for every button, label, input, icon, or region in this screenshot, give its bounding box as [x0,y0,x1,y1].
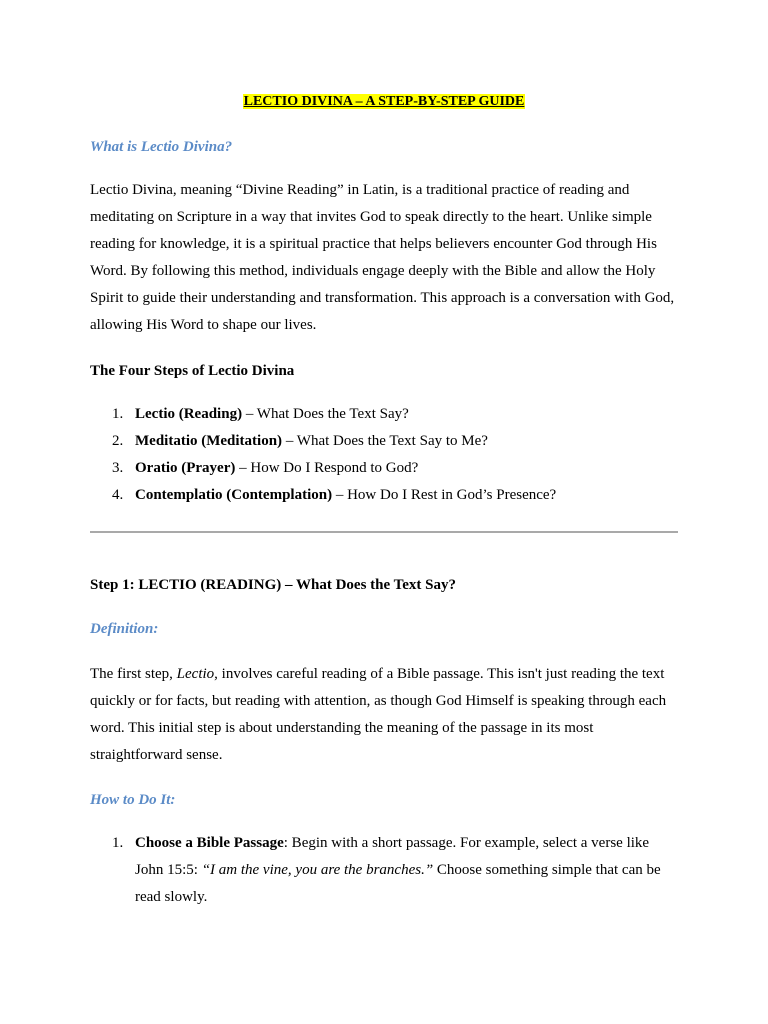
horizontal-divider [90,531,678,533]
what-is-heading: What is Lectio Divina? [90,139,233,155]
four-steps-heading: The Four Steps of Lectio Divina [90,363,295,379]
step-term: Lectio (Reading) [135,406,243,422]
list-item [90,401,680,428]
definition-term: Lectio [176,666,215,682]
definition-text-start: The first step, [90,666,177,682]
four-steps-list [90,401,680,509]
how-to-heading: How to Do It: [90,792,176,808]
list-item [90,428,680,455]
step-question: – How Do I Respond to God? [235,460,419,476]
how-to-text-end: Choose something simple that can be read slowly. [135,862,661,905]
list-item [90,455,680,482]
step-question: – What Does the Text Say to Me? [282,433,488,449]
step-term: Oratio (Prayer) [135,460,236,476]
definition-paragraph [90,661,680,769]
list-number: 1. [112,406,124,422]
step-term: Contemplatio (Contemplation) [135,487,333,503]
intro-paragraph: Lectio Divina, meaning “Divine Reading” in Latin, is a traditional practice of reading and meditating on Scripture in a way that invites God to speak directly to the heart. Unlike simple reading for knowledge, it is a spiritual practice that helps believers encounter God through His Word. By following this method, individuals engage deeply with the Bible and allow the Holy Spirit to guide their understanding and transformation. This approach is a conversation with God, allowing His Word to shape our lives. [90,182,675,333]
list-number: 1. [112,835,124,851]
title-line [0,93,768,111]
definition-text-rest: , involves careful reading of a Bible passage. This isn't just reading the text quickly or for facts, but reading with attention, as though God Himself is speaking through each word. This initial step is about understanding the meaning of the passage in its most straightforward sense. [90,666,667,763]
definition-heading: Definition: [90,621,159,637]
step1-heading: Step 1: LECTIO (READING) – What Does the Text Say? [90,577,457,593]
bible-quote: “I am the vine, you are the branches.” [201,862,434,878]
how-to-term: Choose a Bible Passage [135,835,284,851]
step-question: – What Does the Text Say? [242,406,409,422]
how-to-list [90,830,680,911]
step-term: Meditatio (Meditation) [135,433,283,449]
step-question: – How Do I Rest in God’s Presence? [332,487,557,503]
list-item [90,830,680,911]
list-item [90,482,680,509]
how-to-text: : Begin with a short passage. For example, select a verse like John 15:5: [135,835,650,878]
document-title: LECTIO DIVINA – A STEP-BY-STEP GUIDE [243,94,525,109]
list-number: 4. [112,487,124,503]
list-number: 3. [112,460,124,476]
list-number: 2. [112,433,124,449]
